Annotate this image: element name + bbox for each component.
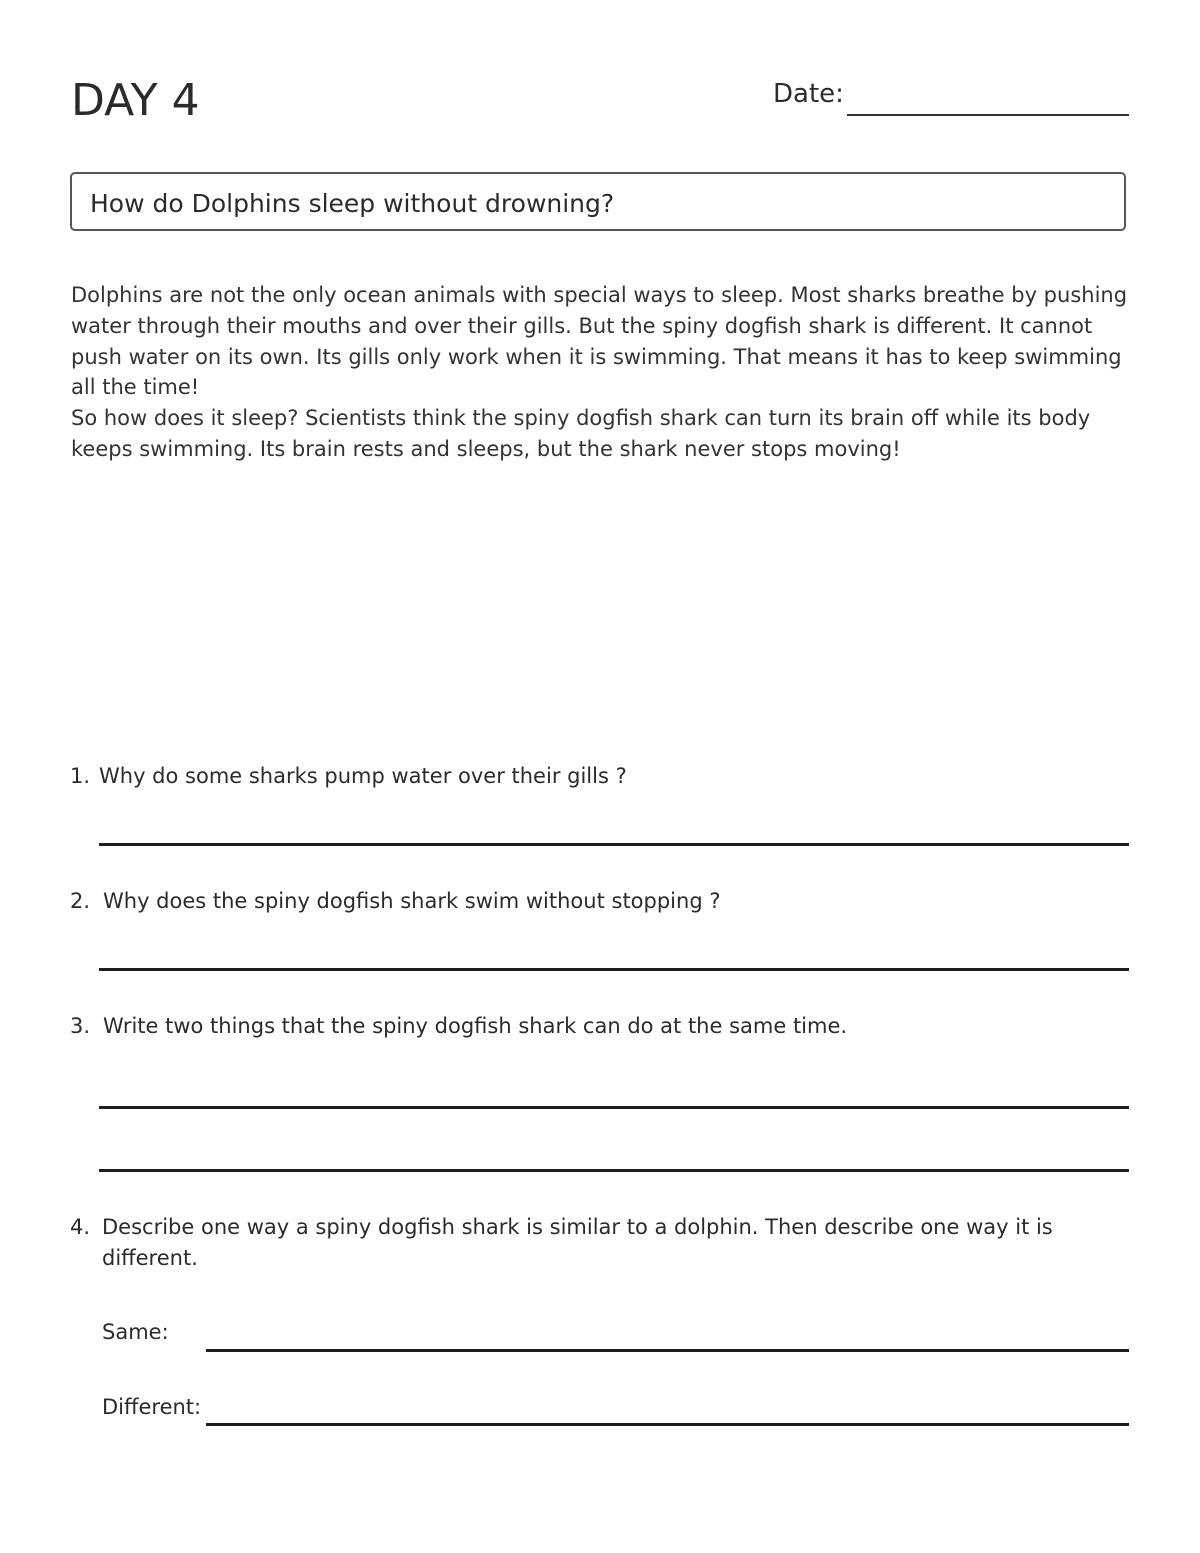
passage-paragraph: So how does it sleep? Scientists think the spiny dogfish shark can turn its brain off while its body keeps swimming. Its brain rests and sleeps, but the shark never stops moving!: [71, 406, 1091, 461]
topic-question-text: How do Dolphins sleep without drowning?: [90, 189, 615, 218]
day-title: DAY 4: [71, 75, 200, 126]
same-answer-line[interactable]: [206, 1349, 1129, 1352]
question-2-text: Why does the spiny dogfish shark swim without stopping ?: [103, 889, 721, 913]
question-3-number: 3.: [70, 1014, 91, 1038]
same-label: Same:: [102, 1320, 169, 1344]
different-answer-line[interactable]: [206, 1423, 1129, 1426]
question-1-number: 1.: [70, 764, 91, 788]
question-3-answer-line-1[interactable]: [99, 1106, 1129, 1109]
question-2-number: 2.: [70, 889, 91, 913]
date-answer-line[interactable]: [847, 114, 1129, 116]
question-3-text: Write two things that the spiny dogfish shark can do at the same time.: [103, 1014, 848, 1038]
question-1-answer-line[interactable]: [99, 843, 1129, 846]
question-1-text: Why do some sharks pump water over their gills ?: [99, 764, 627, 788]
question-3-answer-line-2[interactable]: [99, 1169, 1129, 1172]
passage-paragraph: Dolphins are not the only ocean animals with special ways to sleep. Most sharks breathe by pushing water through their mouths and over their gills. But the spiny dogfish shark is different. It cannot push water on its own. Its gills only work when it is swimming. That means it has to keep swimming all the time!: [71, 283, 1128, 400]
different-label: Different:: [102, 1395, 202, 1419]
question-4-text: Describe one way a spiny dogfish shark is similar to a dolphin. Then describe one way it is different.: [102, 1215, 1053, 1270]
date-label: Date:: [773, 79, 844, 109]
question-4-number: 4.: [70, 1215, 91, 1239]
question-2-answer-line[interactable]: [99, 968, 1129, 971]
topic-question-box: [70, 172, 1126, 231]
reading-passage: [71, 280, 1131, 465]
